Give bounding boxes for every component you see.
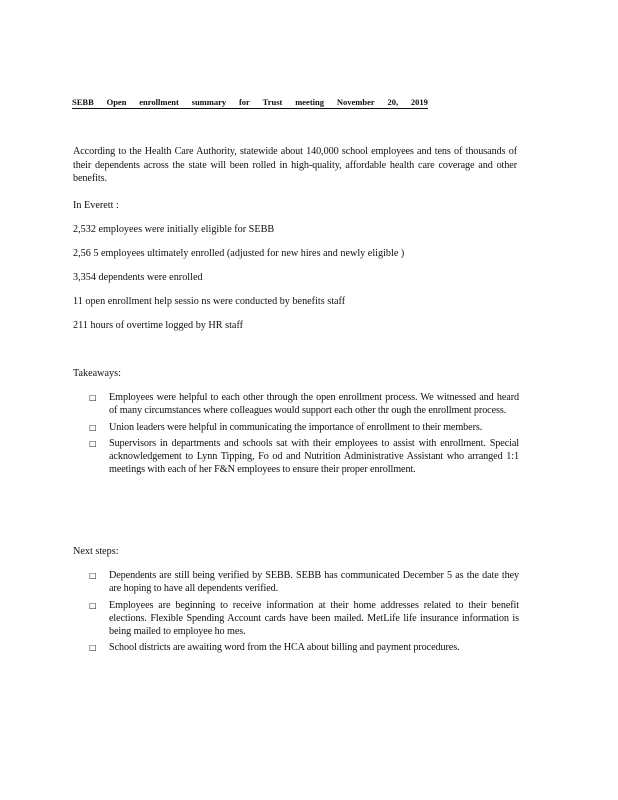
list-item-text: Employees are beginning to receive information at their home addresses related to their benefit elections. Flexible Spending Account cards have been mailed. MetLife life insurance information is being mailed to employee ho mes. — [109, 599, 519, 638]
list-item-text: Employees were helpful to each other through the open enrollment process. We witnessed and heard of many circumstances where colleagues would support each other thr ough the enrollment process. — [109, 392, 519, 417]
checkbox-bullet-icon: □ — [89, 643, 97, 653]
stat-line: 3,354 dependents were enrolled — [73, 272, 203, 283]
intro-paragraph: According to the Health Care Authority, statewide about 140,000 school employees and tens of thousands of their dependents across the state will been rolled in high-quality, affordable health care coverage and other benefits. — [73, 146, 517, 184]
list-item — [73, 569, 519, 596]
list-item — [73, 421, 519, 434]
list-item — [73, 391, 519, 418]
in-everett-label: In Everett : — [73, 200, 119, 211]
takeaways-heading: Takeaways: — [73, 368, 121, 379]
title-word: summary — [191, 97, 227, 107]
title-word: 20, — [387, 97, 399, 107]
list-item — [73, 599, 519, 639]
list-item — [73, 641, 519, 654]
stat-line: 2,56 5 employees ultimately enrolled (adjusted for new hires and newly eligible ) — [73, 248, 405, 259]
next-steps-heading: Next steps: — [73, 546, 119, 557]
title-word: Open — [106, 97, 127, 107]
title-word: November — [336, 97, 375, 107]
list-item-text: Union leaders were helpful in communicating the importance of enrollment to their members. — [109, 421, 483, 433]
list-item — [73, 437, 519, 477]
checkbox-bullet-icon: □ — [89, 393, 97, 402]
checkbox-bullet-icon: □ — [89, 438, 97, 448]
title-word: enrollment — [139, 97, 179, 107]
title-word: for — [238, 97, 250, 107]
document-title — [72, 97, 428, 109]
checkbox-bullet-icon: □ — [89, 600, 97, 610]
list-item-text: Dependents are still being verified by SEBB. SEBB has communicated December 5 as the date they are hoping to have all dependents verified. — [109, 570, 519, 595]
title-word: meeting — [295, 97, 324, 107]
takeaways-list — [73, 391, 519, 480]
stat-line: 11 open enrollment help sessio ns were conducted by benefits staff — [73, 296, 346, 307]
title-word: 2019 — [410, 97, 428, 107]
checkbox-bullet-icon: □ — [89, 571, 97, 580]
list-item-text: School districts are awaiting word from the HCA about billing and payment procedures. — [109, 642, 460, 654]
stat-line: 2,532 employees were initially eligible for SEBB — [73, 224, 275, 235]
stat-line: 211 hours of overtime logged by HR staff — [73, 320, 244, 331]
title-word: Trust — [262, 97, 283, 107]
list-item-text: Supervisors in departments and schools sat with their employees to assist with enrollment. Special acknowledgement to Lynn Tipping, Fo od and Nutrition Administrative Assistant who arranged 1:1 meetings with each of her F&N employees to ensure their proper enrollment. — [109, 437, 519, 476]
title-word: SEBB — [72, 97, 94, 107]
checkbox-bullet-icon: □ — [89, 422, 97, 432]
next-steps-list — [73, 569, 519, 658]
